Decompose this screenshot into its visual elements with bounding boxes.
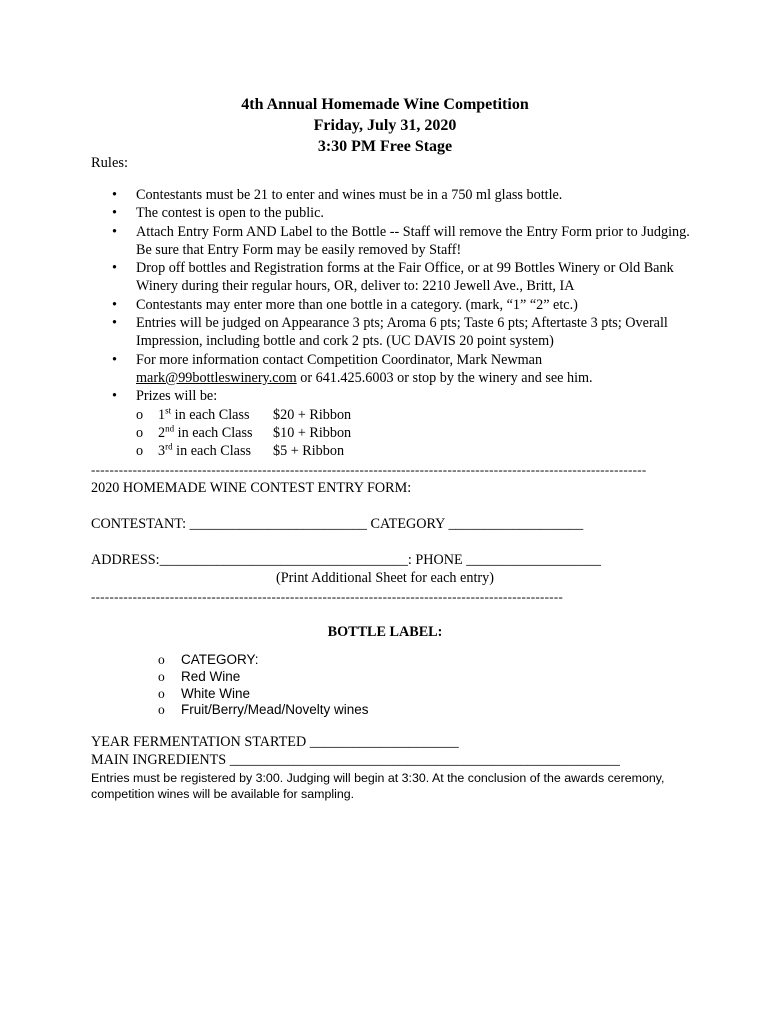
bullet-icon: • [112,205,117,222]
entry-form-title: 2020 HOMEMADE WINE CONTEST ENTRY FORM: [91,480,412,496]
rule-item [91,204,691,222]
year-fermentation-field[interactable]: YEAR FERMENTATION STARTED _____________________ [91,734,459,750]
rule-item [91,296,691,314]
contact-suffix: or 641.425.6003 or stop by the winery and see him. [296,369,593,386]
bottle-label-title: BOTTLE LABEL: [327,624,443,640]
prize-place-number: 3 [158,443,166,460]
prize-item [136,442,691,460]
contestant-category-fields[interactable]: CONTESTANT: _________________________ CATEGORY ___________________ [91,516,584,532]
rule-item [91,314,691,351]
rules-list [91,186,691,460]
prize-place-ordinal: st [165,404,172,415]
footer-note: Entries must be registered by 3:00. Judging will begin at 3:30. At the conclusion of the awards ceremony, competition wines will be available for sampling. [91,771,665,801]
prize-item [136,424,691,442]
sub-bullet-icon: o [158,668,165,684]
prize-item [136,406,691,424]
prizes-label: Prizes will be: [136,388,218,405]
prize-place-number: 1 [158,406,166,423]
label-option-text: Fruit/Berry/Mead/Novelty wines [181,702,369,718]
sub-bullet-icon: o [158,702,165,718]
rule-text: Contestants must be 21 to enter and wines must be in a 750 ml glass bottle. [136,187,563,203]
print-note: (Print Additional Sheet for each entry) [276,570,494,586]
prize-place-ordinal: nd [165,423,175,434]
rule-item-contact [91,351,691,388]
address-phone-fields[interactable]: ADDRESS:___________________________________: PHONE ___________________ [91,552,601,568]
prize-place-suffix: in each Class [174,424,253,441]
bullet-icon: • [112,223,117,240]
prize-place-suffix: in each Class [171,406,250,423]
label-option-text: CATEGORY: [181,652,259,667]
bullet-icon: • [112,351,117,368]
sub-bullet-icon: o [136,443,144,460]
rule-item [91,223,691,260]
prize-place-ordinal: rd [165,441,173,452]
rule-item [91,259,691,296]
rule-item-prizes [91,387,691,460]
rule-text: Entries will be judged on Appearance 3 pts; Aroma 6 pts; Taste 6 pts; Aftertaste 3 pts; Overall Impression, including bottle and cork 2 pts. (UC DAVIS 20 point system) [136,315,668,350]
competition-date: Friday, July 31, 2020 [313,117,457,134]
coordinator-email-link[interactable]: mark@99bottleswinery.com [136,369,297,386]
rule-text: Drop off bottles and Registration forms at the Fair Office, or at 99 Bottles Winery or Old Bank Winery during their regular hours, OR, deliver to: 2210 Jewell Ave., Britt, IA [136,260,674,295]
prize-place-number: 2 [158,424,166,441]
label-option [158,669,369,686]
rule-text: The contest is open to the public. [136,205,324,222]
bottle-label-options [158,652,369,719]
sub-bullet-icon: o [136,406,144,423]
prize-place-suffix: in each Class [172,443,251,460]
prize-award: $5 + Ribbon [273,443,345,460]
contact-prefix: For more information contact Competition Coordinator, Mark Newman [136,351,543,368]
competition-time-stage: 3:30 PM Free Stage [317,138,453,155]
rules-label: Rules: [91,155,129,171]
label-option [158,686,369,703]
sub-bullet-icon: o [158,652,165,667]
rule-text: Contestants may enter more than one bottle in a category. (mark, “1” “2” etc.) [136,296,578,313]
separator-line: ------------------------------------------------------------------------------------------------------ [91,589,564,604]
bullet-icon: • [112,260,117,277]
prize-award: $20 + Ribbon [273,406,352,423]
sub-bullet-icon: o [136,424,144,441]
label-option-text: White Wine [181,685,251,701]
separator-line: ------------------------------------------------------------------------------------------------------------------------ [91,462,647,477]
bullet-icon: • [112,388,117,405]
rule-item [91,186,691,204]
label-option [158,652,369,669]
main-ingredients-field[interactable]: MAIN INGREDIENTS _______________________________________________________ [91,752,620,768]
rule-text: Attach Entry Form AND Label to the Bottle -- Staff will remove the Entry Form prior to Judging. Be sure that Entry Form may be easily removed by Staff! [136,223,690,258]
prizes-list [136,406,691,461]
bullet-icon: • [112,296,117,313]
bullet-icon: • [112,315,117,332]
prize-award: $10 + Ribbon [273,424,352,441]
label-option [158,702,369,719]
sub-bullet-icon: o [158,685,165,701]
bullet-icon: • [112,187,117,203]
label-option-text: Red Wine [181,668,241,684]
competition-title: 4th Annual Homemade Wine Competition [241,96,529,113]
